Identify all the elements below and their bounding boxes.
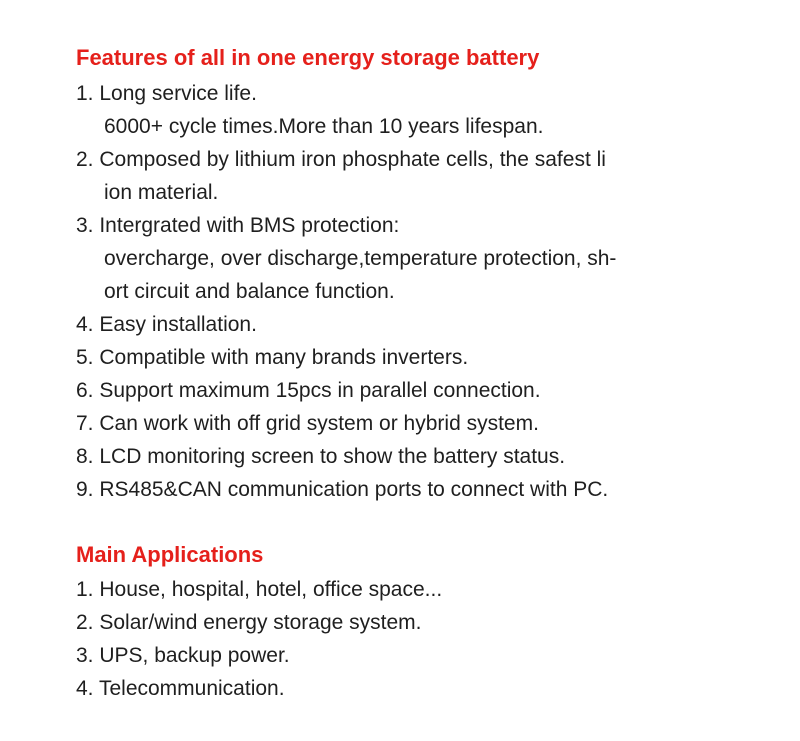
feature-line-2-continued: ion material. bbox=[104, 181, 219, 204]
feature-line-8: 8. LCD monitoring screen to show the battery status. bbox=[76, 445, 566, 468]
feature-line-3-continued: ort circuit and balance function. bbox=[104, 280, 395, 303]
feature-line-4: 4. Easy installation. bbox=[76, 313, 257, 336]
feature-line-3: 3. Intergrated with BMS protection: bbox=[76, 214, 400, 237]
feature-line-7: 7. Can work with off grid system or hybrid system. bbox=[76, 412, 539, 435]
feature-line-1-detail: 6000+ cycle times.More than 10 years lifespan. bbox=[104, 115, 544, 138]
feature-line-1: 1. Long service life. bbox=[76, 82, 257, 105]
feature-line-2: 2. Composed by lithium iron phosphate cells, the safest li bbox=[76, 148, 606, 171]
features-heading: Features of all in one energy storage battery bbox=[76, 45, 540, 70]
application-line-3: 3. UPS, backup power. bbox=[76, 644, 290, 667]
application-line-1: 1. House, hospital, hotel, office space... bbox=[76, 578, 443, 601]
feature-line-6: 6. Support maximum 15pcs in parallel connection. bbox=[76, 379, 541, 402]
application-line-4: 4. Telecommunication. bbox=[76, 677, 285, 700]
applications-heading: Main Applications bbox=[76, 542, 264, 567]
feature-line-5: 5. Compatible with many brands inverters. bbox=[76, 346, 469, 369]
feature-line-9: 9. RS485&CAN communication ports to connect with PC. bbox=[76, 478, 609, 501]
feature-line-3-detail: overcharge, over discharge,temperature protection, sh- bbox=[104, 247, 617, 270]
application-line-2: 2. Solar/wind energy storage system. bbox=[76, 611, 422, 634]
